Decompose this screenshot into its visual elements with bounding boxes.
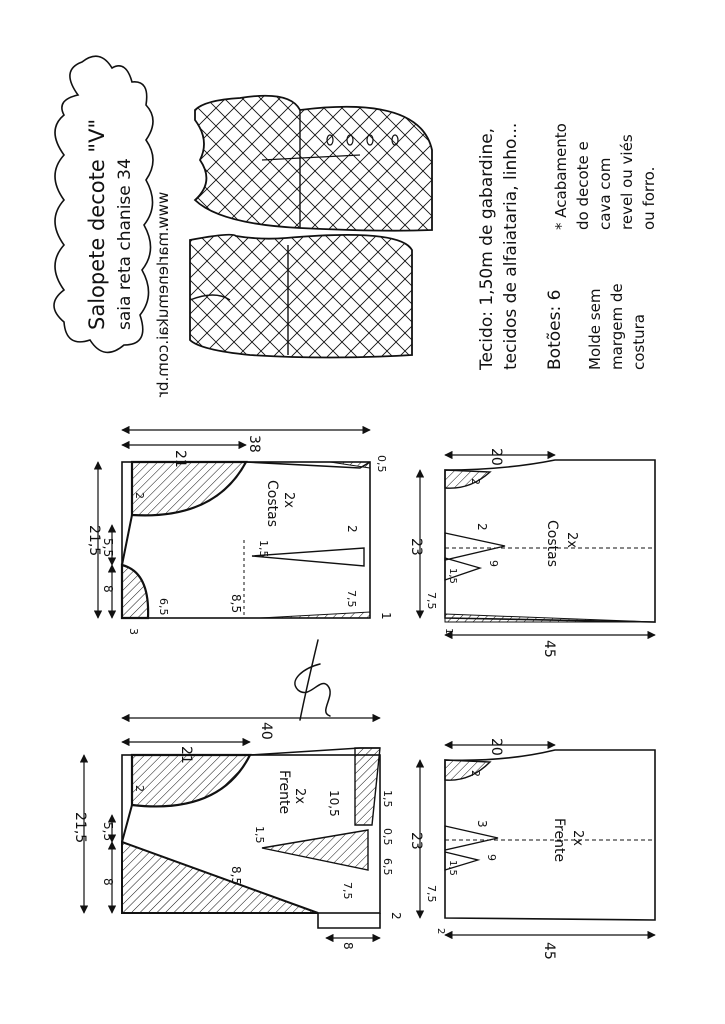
sf-dart-len: 9 xyxy=(485,854,498,861)
bf-neck: 8 xyxy=(101,878,115,886)
bf-shoulder: 5,5 xyxy=(101,822,115,842)
sf-length: 23 xyxy=(408,832,424,850)
bf-dart-end: 7,5 xyxy=(341,882,354,900)
bb-dart-offset: 1,5 xyxy=(257,540,270,558)
sf-hem: 7,5 xyxy=(425,885,438,903)
bodice-front-tab xyxy=(318,913,380,928)
sf-dart-spacing: 1,5 xyxy=(447,860,458,876)
sb-hem-rise: 1 xyxy=(443,628,454,635)
bb-width: 38 xyxy=(246,435,262,453)
bf-tab: 8 xyxy=(341,942,355,950)
illustration-back xyxy=(190,235,412,358)
bb-dart-pos: 8,5 xyxy=(229,594,243,614)
bb-marker: 1 xyxy=(379,612,393,620)
skirt-back-dart xyxy=(445,533,505,560)
bb-hem-rise: 0,5 xyxy=(375,455,388,473)
sf-label: Frente xyxy=(551,818,567,863)
sb-hem: 7,5 xyxy=(425,592,438,610)
bb-length: 21,5 xyxy=(86,525,102,557)
finish-note-2: do decote e xyxy=(574,141,592,230)
illustration-front xyxy=(195,96,432,231)
bodice-back-armhole xyxy=(132,462,246,515)
bf-dart-top: 1,5 xyxy=(381,790,394,808)
finish-note-5: ou forro. xyxy=(640,166,658,230)
bodice-back-pattern xyxy=(86,430,393,635)
bf-dart-pos: 10,5 xyxy=(327,790,341,817)
sb-dart-spacing: 1,5 xyxy=(447,568,458,584)
signature xyxy=(295,640,330,720)
bf-dart-left: 1,5 xyxy=(253,826,266,844)
sf-count: 2x xyxy=(570,830,585,846)
bodice-front-dart xyxy=(262,830,368,870)
bb-label: Costas xyxy=(264,480,280,527)
mold-note-2: margem de xyxy=(608,283,626,370)
skirt-back-pattern xyxy=(408,448,655,658)
bf-count: 2x xyxy=(292,788,307,804)
sf-marker-top: 2 xyxy=(469,770,482,777)
bb-neck-curve: 6,5 xyxy=(157,598,170,616)
finish-note-3: cava com xyxy=(596,157,614,230)
skirt-front-dart xyxy=(445,826,498,850)
sb-dart-width: 2 xyxy=(475,523,489,531)
title-line-1: Salopete decote "V" xyxy=(85,118,109,330)
bf-neck-diag: 8,5 xyxy=(229,866,243,886)
fabric-note-2: tecidos de alfaiataria, linho... xyxy=(501,122,521,370)
bf-dart-up: 0,5 xyxy=(381,828,394,846)
title-block xyxy=(54,56,172,398)
bf-shoulder-top: 2 xyxy=(133,785,146,792)
sf-dart-width: 3 xyxy=(475,820,489,828)
sf-width: 45 xyxy=(541,942,557,960)
bb-dart-width: 2 xyxy=(345,525,359,533)
bf-dart-hem: 6,5 xyxy=(381,858,394,876)
bf-armhole: 21 xyxy=(178,746,194,764)
bb-corner: 3 xyxy=(127,628,140,635)
fabric-note-1: Tecido: 1,50m de gabardine, xyxy=(477,127,497,370)
bb-armhole: 21 xyxy=(172,450,188,468)
mold-note-1: Molde sem xyxy=(586,288,604,370)
sf-hem-rise: 2 xyxy=(435,928,446,935)
sb-dart-len: 9 xyxy=(487,560,500,567)
signature-mark xyxy=(295,640,330,720)
sb-count: 2x xyxy=(564,532,579,548)
bf-width: 40 xyxy=(258,722,274,740)
bodice-back-neckline xyxy=(122,565,148,618)
sf-hip: 20 xyxy=(488,738,504,756)
buttons-note: Botões: 6 xyxy=(545,289,565,370)
finish-note-4: revel ou viés xyxy=(618,134,636,230)
title-line-2: saia reta chanise 34 xyxy=(115,158,135,330)
bb-shoulder: 5,5 xyxy=(101,538,115,558)
bb-neck: 8 xyxy=(101,585,115,593)
bf-label: Frente xyxy=(276,770,292,815)
finish-note-1: * Acabamento xyxy=(552,123,570,230)
skirt-front-pattern xyxy=(408,738,655,960)
sb-marker-top: 2 xyxy=(469,478,482,485)
sb-hip: 20 xyxy=(488,448,504,466)
sb-label: Costas xyxy=(544,520,560,567)
bb-count: 2x xyxy=(281,492,296,508)
bf-marker: 2 xyxy=(389,912,403,920)
notes-block xyxy=(477,123,658,371)
sb-length: 23 xyxy=(408,538,424,556)
website-url: www.marlenemukai.com.br xyxy=(154,191,172,398)
bodice-front-side-panel xyxy=(355,748,380,825)
bf-length: 21,5 xyxy=(72,812,88,844)
sb-width: 45 xyxy=(541,640,557,658)
bb-shoulder-top: 2 xyxy=(133,492,146,499)
bodice-front-pattern xyxy=(72,718,403,950)
bb-dart-end: 7,5 xyxy=(345,590,358,608)
mold-note-3: costura xyxy=(630,314,648,370)
